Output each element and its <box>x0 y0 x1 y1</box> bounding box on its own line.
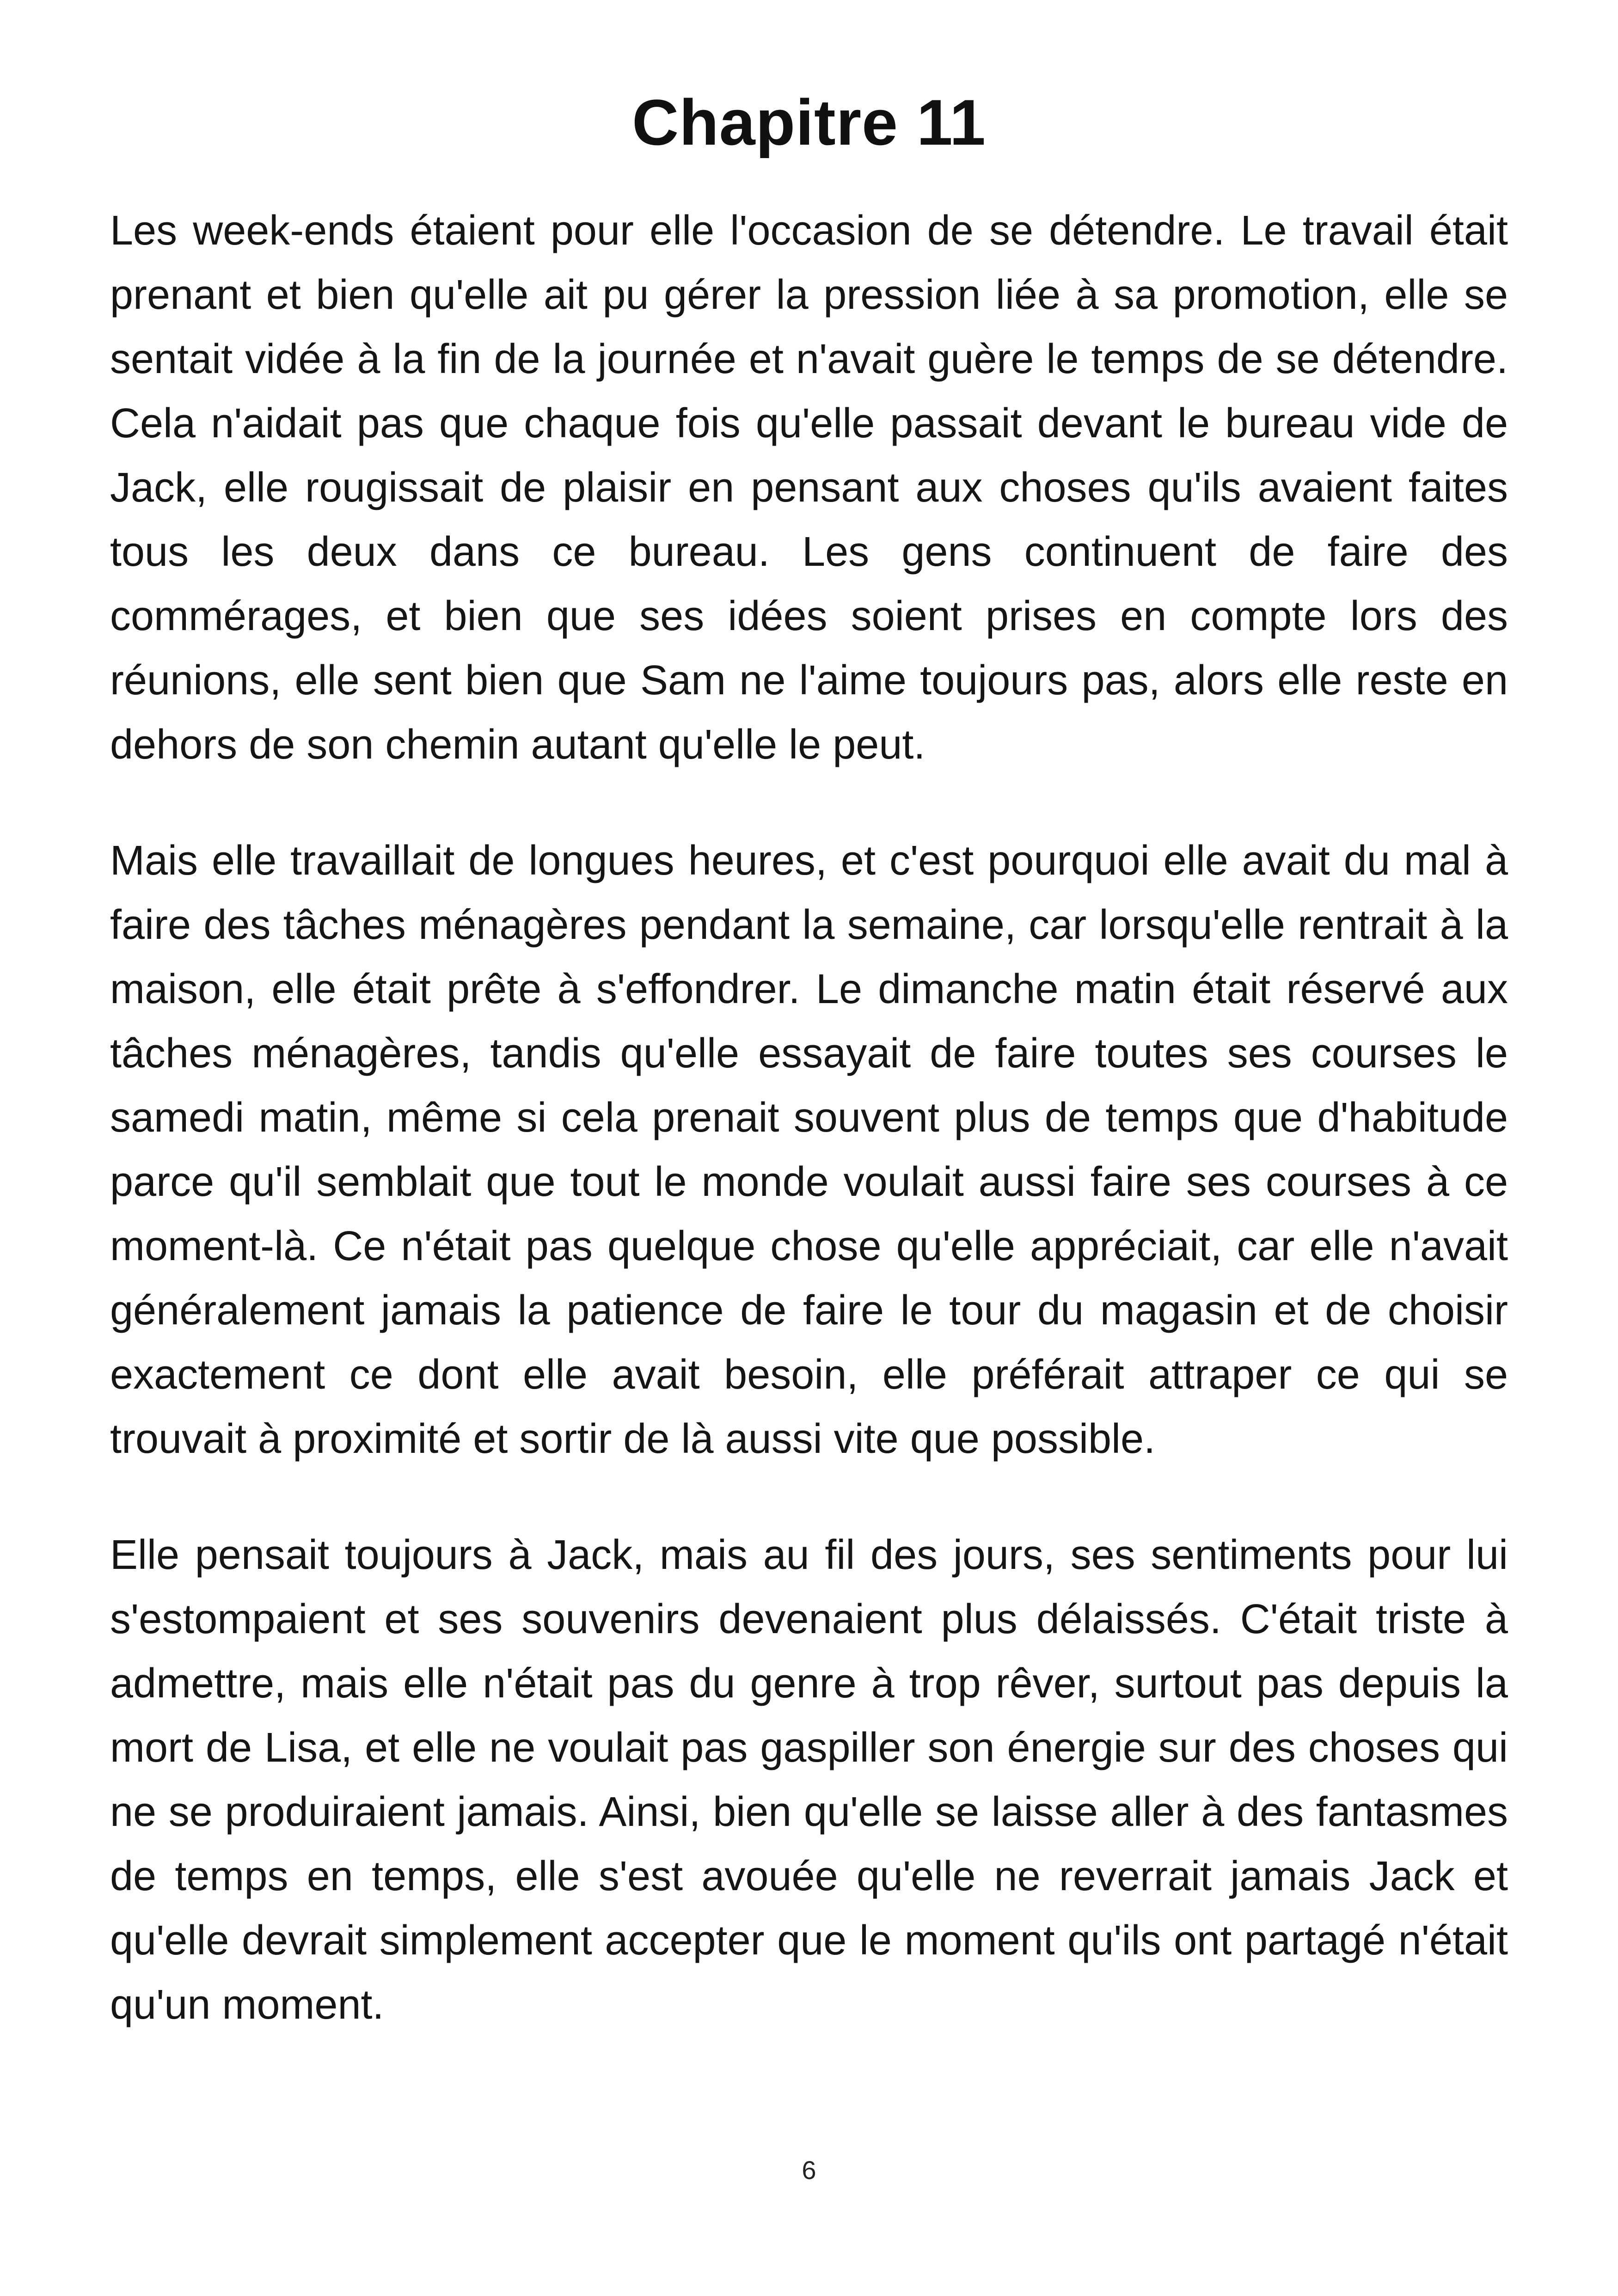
chapter-body <box>110 199 1508 2089</box>
chapter-title: Chapitre 11 <box>632 86 986 159</box>
page-number: 6 <box>802 2155 816 2185</box>
paragraph-1: Les week-ends étaient pour elle l'occasion de se détendre. Le travail était prenant et bien qu'elle ait pu gérer la pression liée à sa promotion, elle se sentait vidée à la fin de la journée et n'avait guère le temps de se détendre. Cela n'aidait pas que chaque fois qu'elle passait devant le bureau vide de Jack, elle rougissait de plaisir en pensant aux choses qu'ils avaient faites tous les deux dans ce bureau. Les gens continuent de faire des commérages, et bien que ses idées soient prises en compte lors des réunions, elle sent bien que Sam ne l'aime toujours pas, alors elle reste en dehors de son chemin autant qu'elle le peut. <box>110 208 1508 768</box>
paragraph-2: Mais elle travaillait de longues heures, et c'est pourquoi elle avait du mal à faire des tâches ménagères pendant la semaine, car lorsqu'elle rentrait à la maison, elle était prête à s'effondrer. Le dimanche matin était réservé aux tâches ménagères, tandis qu'elle essayait de faire toutes ses courses le samedi matin, même si cela prenait souvent plus de temps que d'habitude parce qu'il semblait que tout le monde voulait aussi faire ses courses à ce moment-là. Ce n'était pas quelque chose qu'elle appréciait, car elle n'avait généralement jamais la patience de faire le tour du magasin et de choisir exactement ce dont elle avait besoin, elle préférait attraper ce qui se trouvait à proximité et sortir de là aussi vite que possible. <box>110 838 1508 1462</box>
paragraph-3: Elle pensait toujours à Jack, mais au fil des jours, ses sentiments pour lui s'estompaient et ses souvenirs devenaient plus délaissés. C'était triste à admettre, mais elle n'était pas du genre à trop rêver, surtout pas depuis la mort de Lisa, et elle ne voulait pas gaspiller son énergie sur des choses qui ne se produiraient jamais. Ainsi, bien qu'elle se laisse aller à des fantasmes de temps en temps, elle s'est avouée qu'elle ne reverrait jamais Jack et qu'elle devrait simplement accepter que le moment qu'ils ont partagé n'était qu'un moment. <box>110 1532 1508 2028</box>
